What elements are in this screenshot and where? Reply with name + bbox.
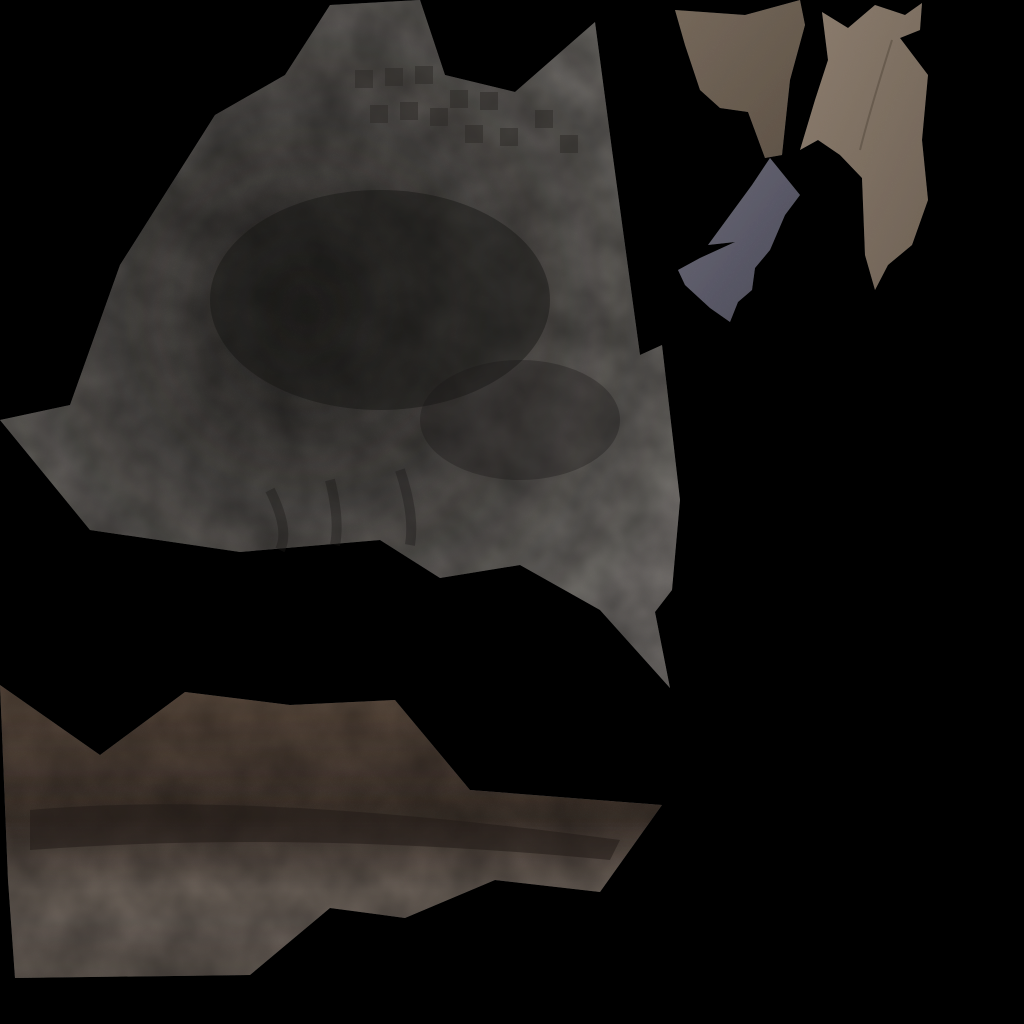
fragment-main-dark-spot-2 [420, 360, 620, 480]
